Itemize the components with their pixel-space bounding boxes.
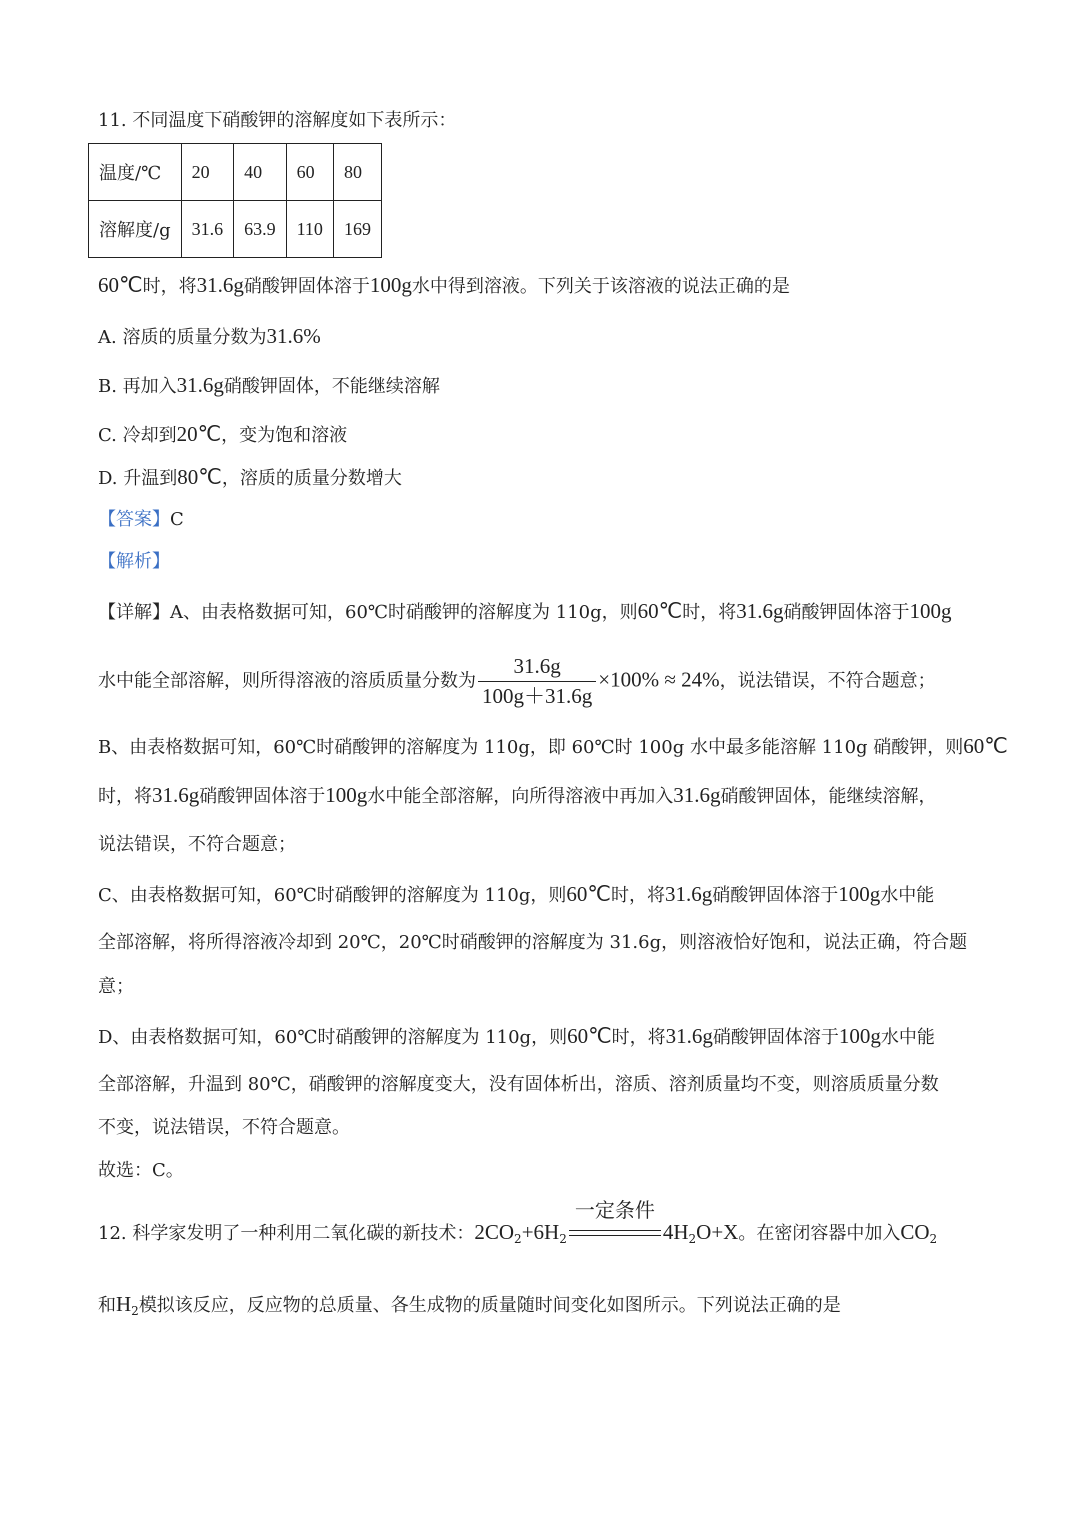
detail-b-line3: 说法错误，不符合题意； bbox=[98, 834, 296, 855]
detail-c-line2: 全部溶解，将所得溶液冷却到 20℃，20℃时硝酸钾的溶解度为 31.6g，则溶液恰好饱和，说法正确，符合题 bbox=[98, 932, 968, 953]
analysis-label: 【解析】 bbox=[98, 551, 170, 572]
detail-b-line2: 时，将31.6g硝酸钾固体溶于100g水中能全部溶解，向所得溶液中再加入31.6g硝酸钾固体，能继续溶解， bbox=[98, 783, 937, 807]
table-cell: 80 bbox=[333, 144, 381, 201]
detail-b-line1: B、由表格数据可知，60℃时硝酸钾的溶解度为 110g，即 60℃时 100g 水中最多能溶解 110g 硝酸钾，则60℃ bbox=[98, 734, 1008, 758]
table-cell: 60 bbox=[286, 144, 333, 201]
detail-c-line3: 意； bbox=[98, 976, 134, 997]
table-cell: 63.9 bbox=[234, 201, 287, 258]
detail-d-line1: D、由表格数据可知，60℃时硝酸钾的溶解度为 110g，则60℃时，将31.6g硝酸钾固体溶于100g水中能 bbox=[98, 1024, 935, 1048]
fraction: $\frac{31.6g}{100g+31.6g}$ bbox=[478, 656, 596, 707]
final-choice: 故选：C。 bbox=[98, 1160, 184, 1181]
table-cell: 40 bbox=[234, 144, 287, 201]
q12-line1: 12. 科学家发明了一种利用二氧化碳的新技术：$2CO_2+6H_2$ 一定条件 $4H_2O+X$。在密闭容器中加入$CO_2$ bbox=[98, 1198, 938, 1246]
row-label: 温度/℃ bbox=[89, 144, 182, 201]
reaction-arrow: 一定条件 bbox=[569, 1224, 661, 1244]
row-label: 溶解度/g bbox=[89, 201, 182, 258]
table-cell: 20 bbox=[181, 144, 234, 201]
detail-a-line2: 水中能全部溶解，则所得溶液的溶质质量分数为 $\frac{31.6g}{100g+31.6g}$ ×100% ≈ 24%，说法错误，不符合题意； bbox=[98, 654, 936, 708]
option-b: B. 再加入31.6g硝酸钾固体，不能继续溶解 bbox=[98, 373, 440, 397]
detail-c-line1: C、由表格数据可知，60℃时硝酸钾的溶解度为 110g，则60℃时，将31.6g硝酸钾固体溶于100g水中能 bbox=[98, 882, 935, 906]
detail-d-line3: 不变，说法错误，不符合题意。 bbox=[98, 1117, 350, 1138]
table-row bbox=[89, 201, 382, 258]
option-d: D. 升温到80℃，溶质的质量分数增大 bbox=[98, 465, 402, 489]
q12-line2: 和$H_2$模拟该反应，反应物的总质量、各生成物的质量随时间变化如图所示。下列说法正确的是 bbox=[98, 1292, 841, 1318]
q11-condition: 60℃时，将31.6g硝酸钾固体溶于100g水中得到溶液。下列关于该溶液的说法正确的是 bbox=[98, 273, 790, 297]
table-row bbox=[89, 144, 382, 201]
option-c: C. 冷却到20℃，变为饱和溶液 bbox=[98, 422, 348, 446]
answer: 【答案】C bbox=[98, 509, 184, 530]
solubility-table bbox=[88, 143, 382, 258]
q11-stem: 11. 不同温度下硝酸钾的溶解度如下表所示： bbox=[98, 110, 457, 131]
table-cell: 31.6 bbox=[181, 201, 234, 258]
table-cell: 169 bbox=[333, 201, 381, 258]
table-cell: 110 bbox=[286, 201, 333, 258]
option-a: A. 溶质的质量分数为31.6% bbox=[98, 324, 321, 348]
detail-d-line2: 全部溶解，升温到 80℃，硝酸钾的溶解度变大，没有固体析出，溶质、溶剂质量均不变，则溶质质量分数 bbox=[98, 1074, 939, 1095]
detail-a-line1: 【详解】A、由表格数据可知，60℃时硝酸钾的溶解度为 110g，则60℃时，将31.6g硝酸钾固体溶于100g bbox=[98, 599, 952, 623]
